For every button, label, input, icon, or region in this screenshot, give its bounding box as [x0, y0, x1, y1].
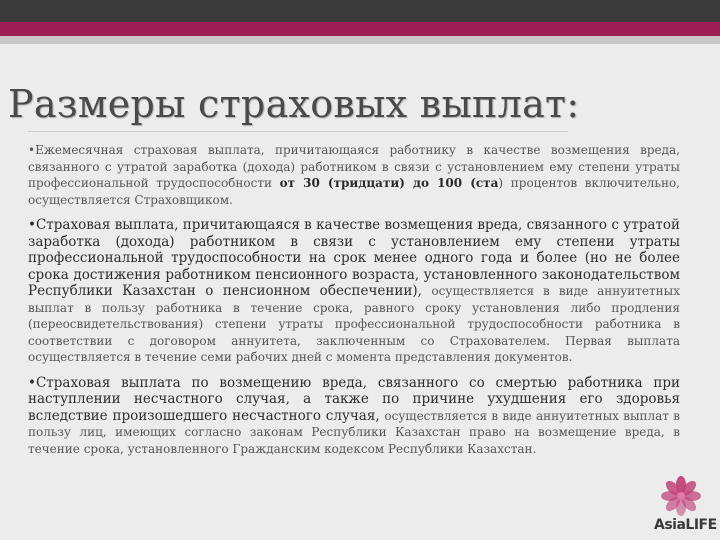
- percentage-range: от 30 (тридцати) до 100 (ста: [279, 176, 499, 190]
- paragraph-text-end: ) процентов включительно, осуществляется Страховщиком.: [28, 176, 680, 207]
- accent-band: [0, 22, 720, 36]
- slide-title: Размеры страховых выплат:: [8, 82, 580, 126]
- company-logo-text: AsiaLIFE: [654, 517, 717, 533]
- highlighted-word: осуществляется: [384, 408, 488, 423]
- header-underline: [0, 36, 720, 44]
- title-divider: [28, 131, 568, 132]
- slide-content: [28, 142, 680, 466]
- paragraph-lead: •Страховая выплата, причитающаяся в качестве возмещения вреда, связанного с утратой заработка (дохода) работником в связи с установлением ему степени утраты профессиональной трудоспособности на срок менее одного года и более (но не более срока достижения работником пенсионного возраста, установленного законодательством Республики Казахстан о пенсионном обеспечении),: [28, 217, 680, 299]
- paragraph-death-payment: [28, 375, 680, 458]
- highlighted-word: осуществляется: [431, 284, 535, 298]
- paragraph-short-term-payment: [28, 217, 680, 366]
- paragraph-text: •Ежемесячная страховая выплата, причитающаяся работнику в качестве возмещения вреда, связанного с утратой заработка (дохода) работником в связи с установлением ему степени утраты профессиональной трудоспособности: [28, 143, 680, 190]
- header-band: [0, 0, 720, 22]
- paragraph-rest: в виде аннуитетных выплат в пользу лиц, имеющих согласно законам Республики Казахстан право на возмещение вреда, в течение срока, установленного Гражданским кодексом Республики Казахстан.: [28, 408, 680, 456]
- paragraph-monthly-payment: [28, 142, 680, 208]
- paragraph-rest: в виде аннуитетных выплат в пользу работника в течение срока, равного сроку установления либо продления (переосвидетельствования) степени утраты профессиональной трудоспособности работника в соответствии с договором аннуитета, заключенным со Страхователем. Первая выплата осуществляется в течение семи рабочих дней с момента представления документов.: [28, 284, 680, 364]
- paragraph-lead: •Страховая выплата по возмещению вреда, связанного со смертью работника при наступлении несчастного случая, а также по причине ухудшения его здоровья вследствие произошедшего несчастного случая,: [28, 374, 680, 424]
